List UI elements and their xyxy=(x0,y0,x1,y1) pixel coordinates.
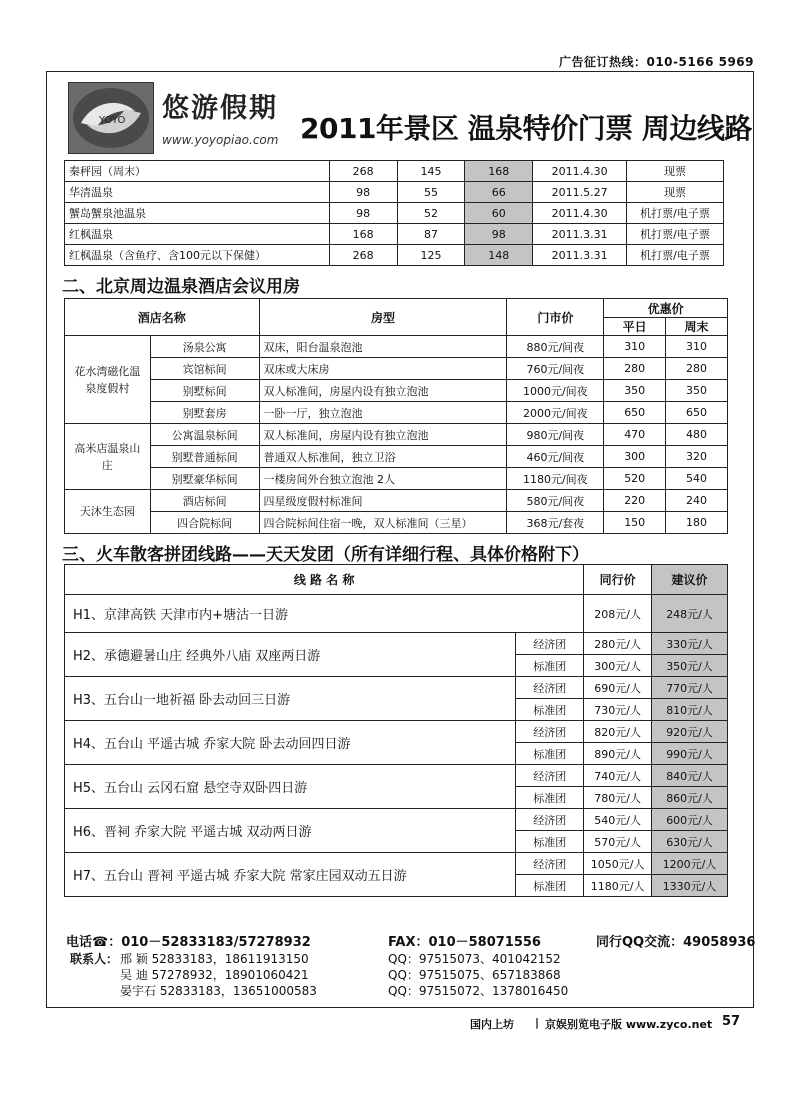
route-name: H1、京津高铁 天津市内+塘沽一日游 xyxy=(65,595,584,633)
route-peer-price: 690元/人 xyxy=(584,677,652,699)
room-type: 汤泉公寓 xyxy=(150,336,259,358)
ticket-peer-price: 87 xyxy=(397,224,465,245)
route-suggest-price: 810元/人 xyxy=(652,699,728,721)
col-suggest: 建议价 xyxy=(652,565,728,595)
room-desc: 双床，阳台温泉泡池 xyxy=(259,336,507,358)
route-name: H6、晋祠 乔家大院 平遥古城 双动两日游 xyxy=(65,809,516,853)
room-weekend-price: 320 xyxy=(666,446,728,468)
ticket-peer-price: 145 xyxy=(397,161,465,182)
route-suggest-price: 350元/人 xyxy=(652,655,728,677)
room-rack-price: 880元/间夜 xyxy=(507,336,604,358)
route-tier: 经济团 xyxy=(516,633,584,655)
col-discount: 优惠价 xyxy=(604,299,728,318)
ticket-valid-date: 2011.3.31 xyxy=(533,224,627,245)
room-weekend-price: 310 xyxy=(666,336,728,358)
route-suggest-price: 600元/人 xyxy=(652,809,728,831)
route-tier: 经济团 xyxy=(516,765,584,787)
hotel-name: 高米店温泉山庄 xyxy=(65,424,151,490)
room-rack-price: 460元/间夜 xyxy=(507,446,604,468)
logo xyxy=(68,82,154,154)
route-name: H2、承德避暑山庄 经典外八庙 双座两日游 xyxy=(65,633,516,677)
room-weekday-price: 280 xyxy=(604,358,666,380)
route-name: H5、五台山 云冈石窟 悬空寺双卧四日游 xyxy=(65,765,516,809)
hotel-table xyxy=(64,298,728,534)
route-tier: 标准团 xyxy=(516,743,584,765)
room-rack-price: 1000元/间夜 xyxy=(507,380,604,402)
room-desc: 四合院标间住宿一晚，双人标准间（三星） xyxy=(259,512,507,534)
route-peer-price: 208元/人 xyxy=(584,595,652,633)
room-desc: 一卧一厅，独立泡池 xyxy=(259,402,507,424)
route-table xyxy=(64,564,728,897)
logo-text: YOYO xyxy=(99,115,126,126)
room-weekday-price: 300 xyxy=(604,446,666,468)
table-row xyxy=(65,380,728,402)
page-title: 2011年景区 温泉特价门票 周边线路 xyxy=(300,112,752,145)
table-row xyxy=(65,853,728,875)
route-peer-price: 780元/人 xyxy=(584,787,652,809)
brand-url[interactable]: www.yoyopiao.com xyxy=(162,133,279,147)
ticket-sale-price: 66 xyxy=(465,182,533,203)
table-row xyxy=(65,468,728,490)
table-row xyxy=(65,182,724,203)
ticket-name: 秦秤园（周末） xyxy=(65,161,330,182)
contact-qq: QQ：97515075、657183868 xyxy=(388,968,561,982)
ticket-type: 机打票/电子票 xyxy=(627,203,724,224)
room-desc: 四星级度假村标准间 xyxy=(259,490,507,512)
route-suggest-price: 630元/人 xyxy=(652,831,728,853)
page-number: 57 xyxy=(722,1014,741,1029)
room-type: 酒店标间 xyxy=(150,490,259,512)
table-row xyxy=(65,721,728,743)
ticket-peer-price: 125 xyxy=(397,245,465,266)
footer-phone: 电话☎：010－52833183/57278932 xyxy=(66,935,311,950)
table-row xyxy=(65,633,728,655)
room-type: 别墅普通标间 xyxy=(150,446,259,468)
route-tier: 标准团 xyxy=(516,787,584,809)
room-type: 别墅套房 xyxy=(150,402,259,424)
room-type: 公寓温泉标间 xyxy=(150,424,259,446)
col-weekday: 平日 xyxy=(604,318,666,336)
route-suggest-price: 770元/人 xyxy=(652,677,728,699)
route-suggest-price: 840元/人 xyxy=(652,765,728,787)
ticket-name: 红枫温泉 xyxy=(65,224,330,245)
table-row xyxy=(65,595,728,633)
table-row xyxy=(65,336,728,358)
room-weekend-price: 180 xyxy=(666,512,728,534)
footer-fax: FAX：010－58071556 xyxy=(388,935,541,950)
ticket-valid-date: 2011.4.30 xyxy=(533,161,627,182)
room-rack-price: 1180元/间夜 xyxy=(507,468,604,490)
room-weekday-price: 650 xyxy=(604,402,666,424)
room-desc: 双人标准间，房屋内设有独立泡池 xyxy=(259,424,507,446)
route-tier: 经济团 xyxy=(516,853,584,875)
ticket-rack-price: 98 xyxy=(329,203,397,224)
ticket-name: 红枫温泉（含鱼疗、含100元以下保健） xyxy=(65,245,330,266)
col-route: 线 路 名 称 xyxy=(65,565,584,595)
room-desc: 一楼房间外台独立泡池 2人 xyxy=(259,468,507,490)
ticket-sale-price: 98 xyxy=(465,224,533,245)
room-rack-price: 580元/间夜 xyxy=(507,490,604,512)
ticket-rack-price: 168 xyxy=(329,224,397,245)
ticket-table xyxy=(64,160,724,266)
room-desc: 双人标准间，房屋内设有独立泡池 xyxy=(259,380,507,402)
route-peer-price: 1050元/人 xyxy=(584,853,652,875)
room-weekday-price: 350 xyxy=(604,380,666,402)
ticket-peer-price: 55 xyxy=(397,182,465,203)
table-row xyxy=(65,424,728,446)
room-weekend-price: 480 xyxy=(666,424,728,446)
ticket-type: 机打票/电子票 xyxy=(627,245,724,266)
route-peer-price: 540元/人 xyxy=(584,809,652,831)
route-tier: 标准团 xyxy=(516,831,584,853)
route-suggest-price: 990元/人 xyxy=(652,743,728,765)
contact-qq: QQ：97515072、1378016450 xyxy=(388,984,569,998)
room-weekend-price: 540 xyxy=(666,468,728,490)
route-suggest-price: 920元/人 xyxy=(652,721,728,743)
route-peer-price: 1180元/人 xyxy=(584,875,652,897)
route-tier: 标准团 xyxy=(516,875,584,897)
ticket-valid-date: 2011.4.30 xyxy=(533,203,627,224)
table-row xyxy=(65,765,728,787)
col-rack: 门市价 xyxy=(507,299,604,336)
table-row xyxy=(65,358,728,380)
room-desc: 双床或大床房 xyxy=(259,358,507,380)
hotel-name: 天沐生态园 xyxy=(65,490,151,534)
room-weekend-price: 350 xyxy=(666,380,728,402)
ticket-valid-date: 2011.3.31 xyxy=(533,245,627,266)
room-type: 四合院标间 xyxy=(150,512,259,534)
room-weekend-price: 240 xyxy=(666,490,728,512)
route-peer-price: 730元/人 xyxy=(584,699,652,721)
footer-sep: | xyxy=(535,1016,540,1029)
col-room: 房型 xyxy=(259,299,507,336)
table-row xyxy=(65,512,728,534)
room-weekday-price: 470 xyxy=(604,424,666,446)
route-suggest-price: 1200元/人 xyxy=(652,853,728,875)
fish-logo-icon xyxy=(69,83,153,153)
route-peer-price: 280元/人 xyxy=(584,633,652,655)
ad-hotline: 广告征订热线：010-5166 5969 xyxy=(558,55,754,69)
room-weekday-price: 220 xyxy=(604,490,666,512)
route-peer-price: 300元/人 xyxy=(584,655,652,677)
ticket-name: 华清温泉 xyxy=(65,182,330,203)
hotel-name: 花水湾磁化温泉度假村 xyxy=(65,336,151,424)
room-weekday-price: 150 xyxy=(604,512,666,534)
route-name: H3、五台山一地祈福 卧去动回三日游 xyxy=(65,677,516,721)
room-rack-price: 760元/间夜 xyxy=(507,358,604,380)
col-peer: 同行价 xyxy=(584,565,652,595)
contact-person: 晏宇石 52833183，13651000583 xyxy=(120,984,317,998)
table-row xyxy=(65,245,724,266)
route-suggest-price: 1330元/人 xyxy=(652,875,728,897)
route-peer-price: 890元/人 xyxy=(584,743,652,765)
route-peer-price: 570元/人 xyxy=(584,831,652,853)
route-name: H4、五台山 平遥古城 乔家大院 卧去动回四日游 xyxy=(65,721,516,765)
ticket-type: 现票 xyxy=(627,161,724,182)
ticket-type: 机打票/电子票 xyxy=(627,224,724,245)
ticket-rack-price: 268 xyxy=(329,161,397,182)
room-weekday-price: 520 xyxy=(604,468,666,490)
route-suggest-price: 860元/人 xyxy=(652,787,728,809)
ticket-type: 现票 xyxy=(627,182,724,203)
table-row xyxy=(65,490,728,512)
ticket-rack-price: 268 xyxy=(329,245,397,266)
route-peer-price: 740元/人 xyxy=(584,765,652,787)
room-type: 别墅豪华标间 xyxy=(150,468,259,490)
contact-qq: QQ：97515073、401042152 xyxy=(388,952,561,966)
room-rack-price: 368元/套夜 xyxy=(507,512,604,534)
col-hotel: 酒店名称 xyxy=(65,299,260,336)
room-desc: 普通双人标准间，独立卫浴 xyxy=(259,446,507,468)
room-type: 别墅标间 xyxy=(150,380,259,402)
ticket-valid-date: 2011.5.27 xyxy=(533,182,627,203)
brand-name: 悠游假期 xyxy=(162,93,278,124)
route-tier: 标准团 xyxy=(516,655,584,677)
route-name: H7、五台山 晋祠 平遥古城 乔家大院 常家庄园双动五日游 xyxy=(65,853,516,897)
room-weekend-price: 650 xyxy=(666,402,728,424)
ticket-sale-price: 60 xyxy=(465,203,533,224)
room-weekday-price: 310 xyxy=(604,336,666,358)
route-tier: 经济团 xyxy=(516,677,584,699)
table-row xyxy=(65,809,728,831)
room-rack-price: 2000元/间夜 xyxy=(507,402,604,424)
table-row xyxy=(65,161,724,182)
contacts-label: 联系人： xyxy=(70,952,119,966)
table-row xyxy=(65,446,728,468)
route-suggest-price: 330元/人 xyxy=(652,633,728,655)
contact-person: 邢 颖 52833183，18611913150 xyxy=(120,952,309,966)
route-suggest-price: 248元/人 xyxy=(652,595,728,633)
footer-section: 国内上坊 xyxy=(470,1018,514,1031)
route-tier: 标准团 xyxy=(516,699,584,721)
room-rack-price: 980元/间夜 xyxy=(507,424,604,446)
section3-title: 三、火车散客拼团线路——天天发团（所有详细行程、具体价格附下） xyxy=(62,545,589,565)
route-peer-price: 820元/人 xyxy=(584,721,652,743)
route-tier: 经济团 xyxy=(516,721,584,743)
ticket-rack-price: 98 xyxy=(329,182,397,203)
ticket-peer-price: 52 xyxy=(397,203,465,224)
route-tier: 经济团 xyxy=(516,809,584,831)
footer-qq-group: 同行QQ交流：49058936 xyxy=(596,935,756,950)
ticket-name: 蟹岛蟹泉池温泉 xyxy=(65,203,330,224)
room-type: 宾馆标间 xyxy=(150,358,259,380)
ticket-sale-price: 168 xyxy=(465,161,533,182)
table-row xyxy=(65,203,724,224)
contact-person: 吴 迪 57278932，18901060421 xyxy=(120,968,309,982)
section2-title: 二、北京周边温泉酒店会议用房 xyxy=(62,277,300,297)
table-row xyxy=(65,224,724,245)
table-row xyxy=(65,402,728,424)
ticket-sale-price: 148 xyxy=(465,245,533,266)
room-weekend-price: 280 xyxy=(666,358,728,380)
table-row xyxy=(65,677,728,699)
footer-site[interactable]: 京娱别览电子版 www.zyco.net xyxy=(545,1018,713,1031)
col-weekend: 周末 xyxy=(666,318,728,336)
